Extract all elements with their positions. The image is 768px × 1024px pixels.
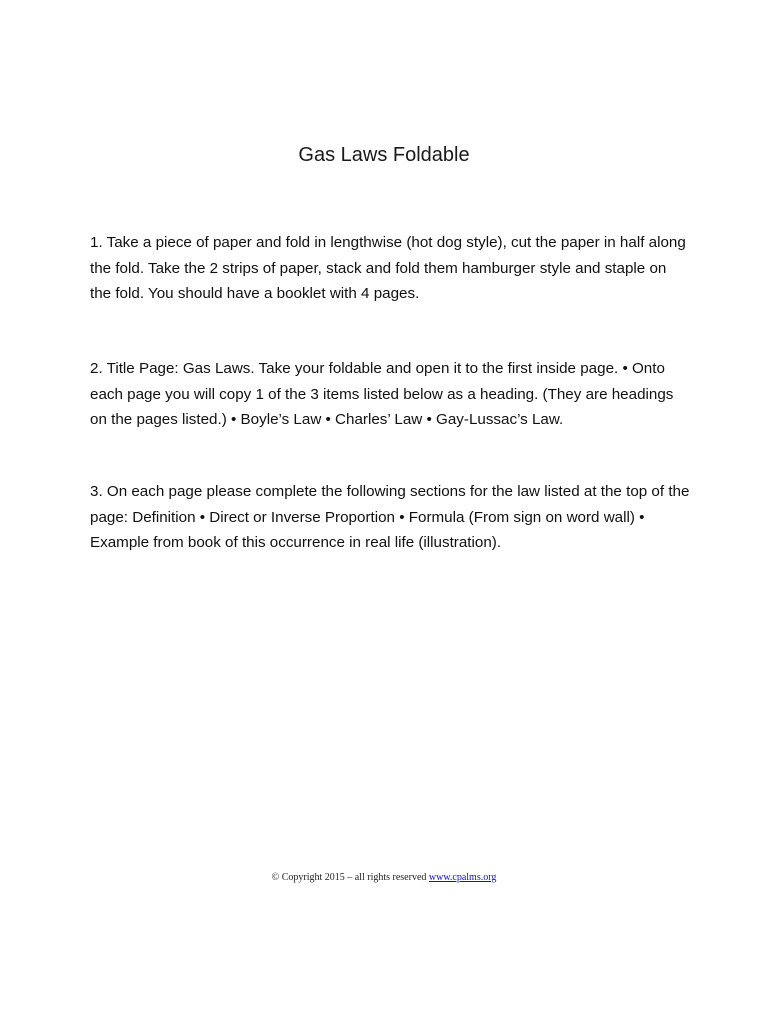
instruction-step-1: 1. Take a piece of paper and fold in lengthwise (hot dog style), cut the paper in half along the fold. Take the 2 strips of paper, stack and fold them hamburger style and staple on the fold. You should have a booklet with 4 pages. [90, 234, 686, 303]
document-title: Gas Laws Foldable [298, 144, 470, 166]
instruction-step-3: 3. On each page please complete the following sections for the law listed at the top of the page: Definition • Direct or Inverse Proportion • Formula (From sign on word wall) • Example from book of this occurrence in real life (illustration). [90, 483, 690, 552]
copyright-text: © Copyright 2015 – all rights reserved [271, 872, 427, 883]
cpalms-link[interactable]: www.cpalms.org [428, 872, 497, 883]
copyright-footer [0, 871, 768, 885]
instruction-step-2: 2. Title Page: Gas Laws. Take your foldable and open it to the first inside page. • Onto each page you will copy 1 of the 3 items listed below as a heading. (They are headings on the pages listed.) • Boyle’s Law • Charles’ Law • Gay-Lussac’s Law. [90, 360, 674, 429]
